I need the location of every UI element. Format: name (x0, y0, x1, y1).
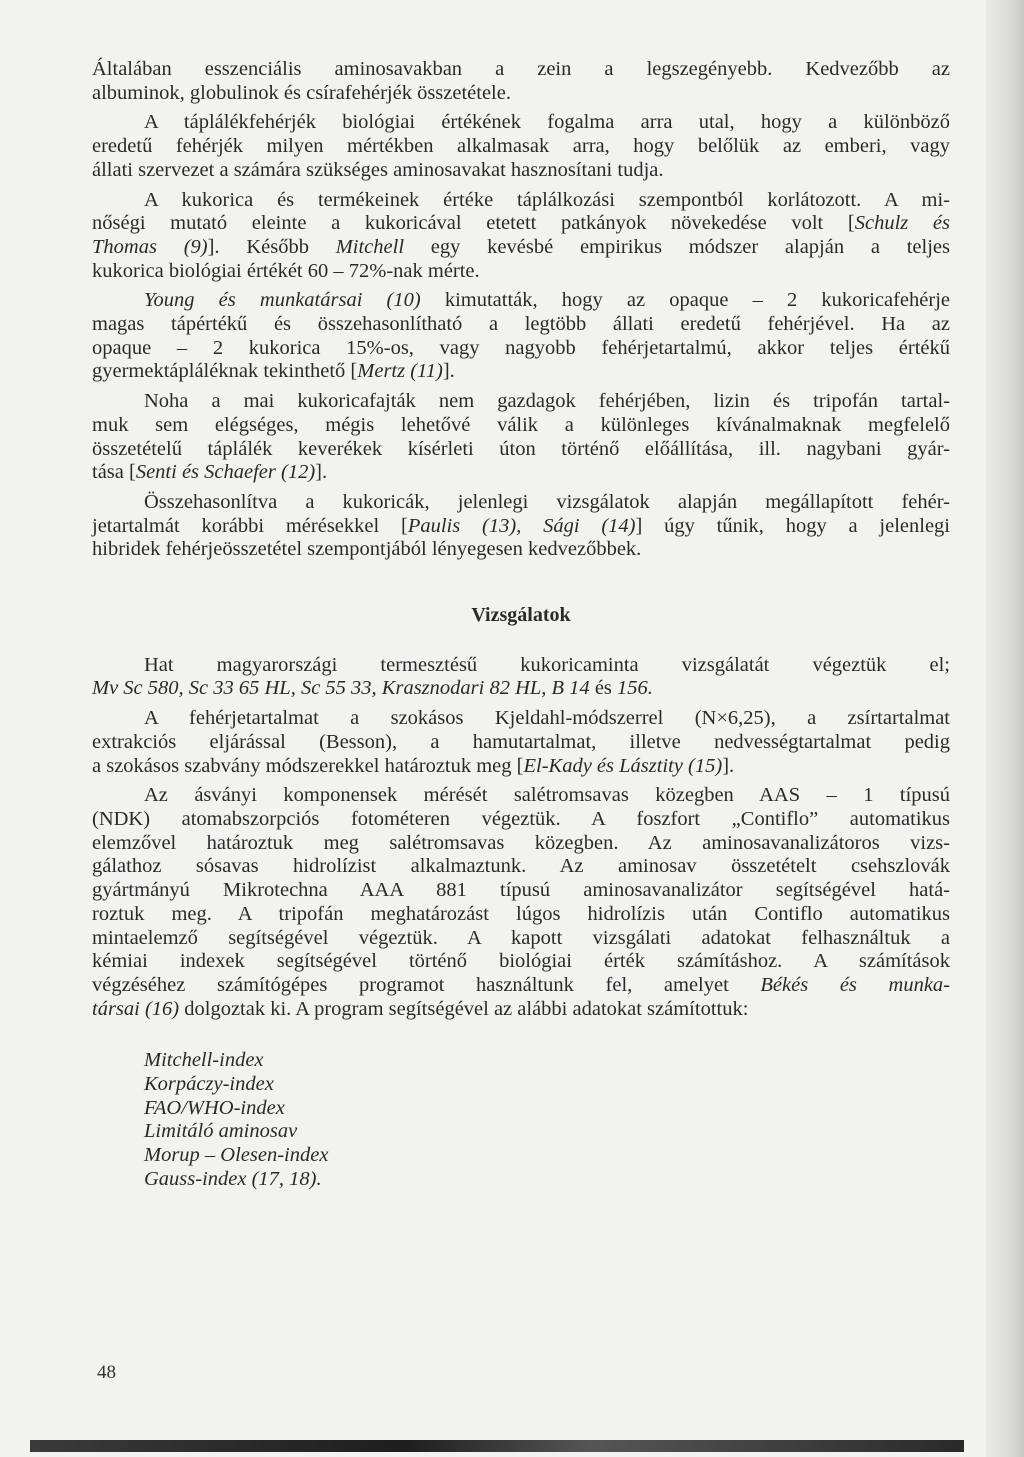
text-line: állati szervezet a számára szükséges aminosavakat hasznosítani tudja. (92, 158, 664, 181)
citation: Young és munkatársai (10) (144, 289, 421, 312)
section-heading: Vizsgálatok (471, 604, 571, 627)
list-item: Mitchell-index (144, 1049, 264, 1072)
index-list (144, 1049, 950, 1191)
text-line: Összehasonlítva a kukoricák, jelenlegi vizsgálatok alapján megállapított fehér- (144, 490, 950, 513)
text-line: összetételű táplálék keverékek kísérleti úton történő előállítása, ill. nagybani gyár- (92, 437, 950, 460)
paragraph-current-varieties (92, 390, 950, 485)
text-line: kémiai indexek segítségével történő biológiai érték számításhoz. A számítások (92, 950, 950, 973)
text-line: Young és munkatársai (10) kimutatták, hogy az opaque – 2 kukoricafehérje (144, 289, 951, 312)
text-line: A táplálékfehérjék biológiai értékének fogalma arra utal, hogy a különböző (144, 111, 950, 134)
text-line: jetartalmát korábbi mérésekkel [Paulis (13), Sági (14)] úgy tűnik, hogy a jelenlegi (92, 514, 950, 537)
page-edge-shadow (986, 0, 1024, 1457)
text-line: gyártmányú Mikrotechna AAA 881 típusú aminosavanalizátor segítségével hatá- (92, 879, 950, 902)
text-line: nőségi mutató eleinte a kukoricával etetett patkányok növekedése volt [Schulz és (92, 212, 950, 235)
list-item: Korpáczy-index (144, 1073, 274, 1096)
text-line: Általában esszenciális aminosavakban a zein a legszegényebb. Kedvezőbb az (92, 58, 950, 80)
text-line: Noha a mai kukoricafajták nem gazdagok fehérjében, lizin és tripofán tartal- (144, 390, 950, 413)
text-line: opaque – 2 kukorica 15%-os, vagy nagyobb fehérjetartalmú, akkor teljes értékű (92, 336, 950, 359)
paragraph-samples (92, 654, 950, 701)
text-line: tása [Senti és Schaefer (12)]. (92, 461, 328, 484)
text-line: kukorica biológiai értékét 60 – 72%-nak mérte. (92, 259, 480, 282)
text-line: gyermektápláléknak tekinthető [Mertz (11)]. (92, 360, 455, 383)
text-line: elemzővel határoztuk meg salétromsavas közegben. Az aminosavanalizátoros vizs- (92, 831, 950, 854)
text-line: (NDK) atomabszorpciós fotométeren végeztük. A foszfort „Contiflo” automatikus (92, 807, 950, 830)
paragraph-comparison (92, 491, 950, 562)
sample-list: Mv Sc 580, Sc 33 65 HL, Sc 55 33, Krasznodari 82 HL, B 14 (92, 677, 590, 700)
text-line: gálathoz sósavas hidrolízist alkalmaztunk. Az aminosav összetételt csehszlovák (92, 855, 950, 878)
citation: társai (16) (92, 997, 180, 1020)
citation: Paulis (13), Sági (14) (407, 514, 636, 537)
text-line: a szokásos szabvány módszerekkel határoztuk meg [El-Kady és Lásztity (15)]. (92, 754, 735, 777)
text-line: A fehérjetartalmat a szokásos Kjeldahl-módszerrel (N×6,25), a zsírtartalmat (144, 707, 950, 730)
citation: Mertz (11) (357, 360, 443, 383)
text-line: hibridek fehérjeösszetétel szempontjából lényegesen kedvezőbbek. (92, 538, 642, 561)
text-block (92, 58, 950, 1192)
text-line: roztuk meg. A tripofán meghatározást lúgos hidrolízis után Contiflo automatikus (92, 902, 950, 925)
text-line: Mv Sc 580, Sc 33 65 HL, Sc 55 33, Krasznodari 82 HL, B 14 és 156. (92, 677, 653, 700)
sample-list: 156. (617, 677, 653, 700)
citation: Békés és munka- (760, 973, 950, 996)
text-line: Az ásványi komponensek mérését salétromsavas közegben AAS – 1 típusú (144, 784, 950, 807)
text-line: albuminok, globulinok és csírafehérjék összetétele. (92, 81, 511, 104)
text-line: magas tápértékű és összehasonlítható a legtöbb állati eredetű fehérjével. Ha az (92, 313, 950, 336)
page-number: 48 (97, 1362, 116, 1383)
list-item: FAO/WHO-index (144, 1096, 285, 1119)
list-item: Limitáló aminosav (144, 1120, 298, 1143)
list-item: Morup – Olesen-index (144, 1144, 329, 1167)
text-line: extrakciós eljárással (Besson), a hamutartalmat, illetve nedvességtartalmat pedig (92, 730, 950, 753)
paragraph-opaque2 (92, 289, 950, 384)
text-line: végzéséhez számítógépes programot használtunk fel, amelyet Békés és munka- (92, 973, 950, 996)
paragraph-protein-methods (92, 707, 950, 778)
paragraph-zein (92, 58, 950, 105)
citation: Schulz és (854, 212, 950, 235)
author-name: Mitchell (335, 235, 405, 258)
text-line: Hat magyarországi termesztésű kukoricaminta vizsgálatát végeztük el; (144, 653, 950, 676)
text-line: Thomas (9)]. Később Mitchell egy kevésbé empirikus módszer alapján a teljes (92, 235, 950, 258)
paragraph-biological-value (92, 111, 950, 182)
text-line: A kukorica és termékeinek értéke táplálkozási szempontból korlátozott. A mi- (144, 188, 950, 211)
text-line: eredetű fehérjék milyen mértékben alkalmasak arra, hogy belőlük az emberi, vagy (92, 135, 950, 158)
paragraph-maize-value (92, 189, 950, 284)
text-line: mintaelemző segítségével végeztük. A kapott vizsgálati adatokat felhasználtuk a (92, 926, 950, 949)
text-line: muk sem elégséges, mégis lehetővé válik a különleges kívánalmaknak megfelelő (92, 413, 950, 436)
text-line: társai (16) dolgoztak ki. A program segítségével az alábbi adatokat számítottuk: (92, 997, 749, 1020)
citation: Thomas (9) (92, 235, 208, 258)
scan-bottom-strip (30, 1440, 964, 1452)
citation: Senti és Schaefer (12) (135, 461, 316, 484)
paragraph-mineral-analysis (92, 784, 950, 1021)
list-item: Gauss-index (17, 18). (144, 1167, 322, 1190)
citation: El-Kady és Lásztity (15) (523, 754, 723, 777)
